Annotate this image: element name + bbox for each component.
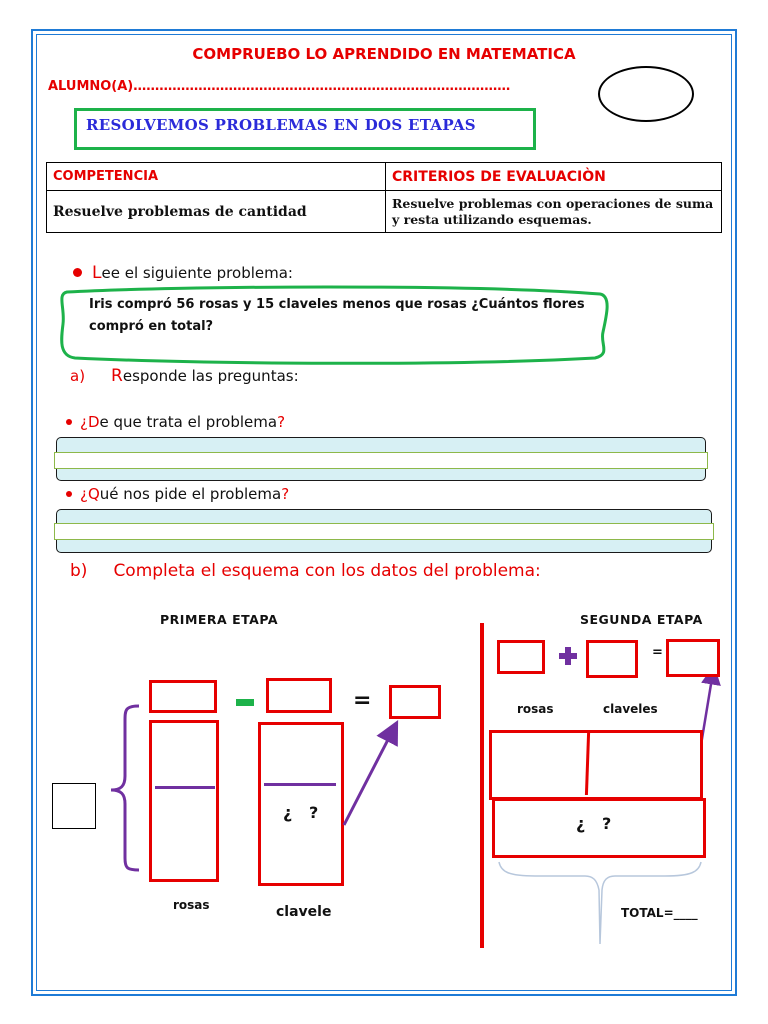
student-name-field[interactable]: ALUMNO(A)…………………………………………………………………………… (48, 79, 511, 94)
stage-separator (480, 623, 484, 948)
stage2-parts-bar (489, 730, 703, 800)
problem-text: Iris compró 56 rosas y 15 claveles menos que rosas ¿Cuántos flores compró en total? (89, 297, 585, 334)
competency-header: COMPETENCIA (47, 163, 386, 191)
equals-sign-2: = (652, 645, 663, 660)
competency-value: Resuelve problemas de cantidad (47, 191, 386, 233)
section-b-heading: b) Completa el esquema con los datos del problema: (70, 561, 541, 581)
criteria-value: Resuelve problemas con operaciones de suma y resta utilizando esquemas. (386, 191, 722, 233)
stage2-title: SEGUNDA ETAPA (580, 612, 703, 627)
section-a-heading: a) Responde las preguntas: (70, 366, 299, 386)
stage2-rosas-input[interactable] (497, 640, 545, 674)
stage1-label-rosas: rosas (173, 898, 210, 912)
stage2-claveles-input[interactable] (586, 640, 638, 678)
page-title: COMPRUEBO LO APRENDIDO EN MATEMATICA (192, 45, 576, 63)
stage2-total-input[interactable] (666, 639, 720, 677)
unknown-marker-2: ¿ ? (576, 814, 612, 833)
plus-icon (558, 646, 578, 666)
equals-sign: = (353, 688, 372, 713)
stage1-title: PRIMERA ETAPA (160, 612, 279, 627)
unit-title: RESOLVEMOS PROBLEMAS EN DOS ETAPAS (86, 116, 476, 134)
bottom-brace-icon (495, 860, 705, 948)
total-label: TOTAL=____ (621, 906, 698, 920)
stage2-label-rosas: rosas (517, 702, 554, 716)
reading-instruction: Lee el siguiente problema: (92, 263, 293, 283)
unknown-marker: ¿ ? (283, 803, 319, 822)
question-2: ¿Qué nos pide el problema? (80, 485, 290, 503)
stage1-label-claveles: clavele (276, 904, 332, 920)
stage2-label-claveles: claveles (603, 702, 658, 716)
criteria-header: CRITERIOS DE EVALUACIÒN (386, 163, 722, 191)
question-1: ¿De que trata el problema? (80, 413, 286, 431)
